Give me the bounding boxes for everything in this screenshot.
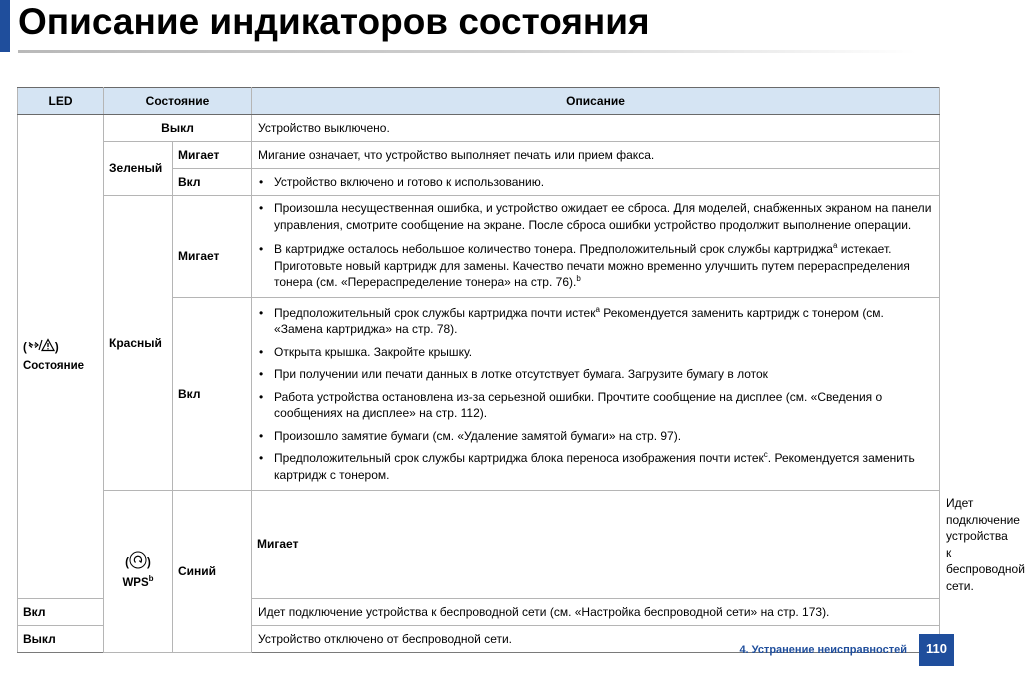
- title-accent-bar: [0, 0, 10, 52]
- header-state: Состояние: [104, 88, 252, 115]
- header-description: Описание: [252, 88, 940, 115]
- status-icon-open: (: [23, 342, 27, 355]
- title-divider: [18, 50, 916, 53]
- wps-label: ) WPS: [122, 557, 151, 589]
- status-icon-close: ): [54, 342, 59, 355]
- list-item: • Работа устройства остановлена из-за серьезной ошибки. Прочтите сообщение на дисплее (см. «Сведения о сообщениях на дисплее» на стр. 112).: [258, 389, 933, 422]
- page-number: 110: [919, 634, 954, 666]
- list-item: • Устройство включено и готово к использованию.: [258, 174, 933, 191]
- list-item: • Предположительный срок службы картриджа блока переноса изображения почти истек$^c$. Рекомендуется заменить картридж с тонером.: [258, 450, 933, 483]
- wps-icon-open: (: [125, 557, 129, 570]
- substate-green-on: Вкл: [173, 169, 252, 196]
- list-item: • Произошла несущественная ошибка, и устройство ожидает ее сброса. Для моделей, снабженных экраном на панели управления, смотрите сообщение на экране. После сброса ошибки устройство продолжит выполнение операции.: [258, 200, 933, 233]
- substate-wps-blinking: Мигает: [252, 491, 940, 599]
- description-red-on: [252, 297, 940, 491]
- table-row: [18, 142, 940, 169]
- table-row: ( ) WPS$^b$ Синий Мигает Идет подключение устройства к беспроводной сети.: [18, 491, 940, 599]
- wps-icon: [129, 551, 147, 575]
- substate-red-blinking: Мигает: [173, 196, 252, 298]
- description-red-blinking: [252, 196, 940, 298]
- table-row: [18, 196, 940, 298]
- page-title: Описание индикаторов состояния: [18, 1, 650, 42]
- state-blue: Синий: [173, 491, 252, 653]
- header-led: LED: [18, 88, 104, 115]
- list-item: • В картридже осталось небольшое количество тонера. Предположительный срок службы картриджа$^a$ истекает. Приготовьте новый картридж для замены. Качество печати можно временно улучшить путем перераспределения тонера (см. «Перераспределение тонера» на стр. 76).$^b$: [258, 241, 933, 291]
- description-wps-on: Идет подключение устройства к беспроводной сети (см. «Настройка беспроводной сети» на стр. 173).: [252, 599, 940, 626]
- table-header-row: [18, 88, 940, 115]
- list-item: • Открыта крышка. Закройте крышку.: [258, 344, 933, 361]
- state-green: Зеленый: [104, 142, 173, 196]
- substate-wps-off: Выкл: [18, 626, 104, 653]
- substate-green-blinking: Мигает: [173, 142, 252, 169]
- list-item: • Произошло замятие бумаги (см. «Удаление замятой бумаги» на стр. 97).: [258, 428, 933, 445]
- table-row: [18, 115, 940, 142]
- status-led-cell: [18, 115, 104, 599]
- list-item: • При получении или печати данных в лотке отсутствует бумага. Загрузите бумагу в лоток: [258, 366, 933, 383]
- wps-footnote: b: [148, 574, 154, 584]
- led-status-table: [17, 87, 1025, 653]
- substate-wps-on: Вкл: [18, 599, 104, 626]
- wps-led-cell: [104, 491, 173, 653]
- state-red: Красный: [104, 196, 173, 491]
- description-green-on: [252, 169, 940, 196]
- list-item: • Предположительный срок службы картриджа почти истек$^a$ Рекомендуется заменить картридж с тонером (см. «Замена картриджа» на стр. 78).: [258, 305, 933, 338]
- status-led-label: Состояние: [23, 360, 85, 372]
- description-off: Устройство выключено.: [252, 115, 940, 142]
- description-wps-off: Устройство отключено от беспроводной сети.: [252, 626, 940, 653]
- description-green-blinking: Мигание означает, что устройство выполняет печать или прием факса.: [252, 142, 940, 169]
- substate-red-on: Вкл: [173, 297, 252, 491]
- status-icon: [27, 338, 55, 358]
- state-off: Выкл: [104, 115, 252, 142]
- footer-section-title: 4. Устранение неисправностей: [739, 644, 907, 656]
